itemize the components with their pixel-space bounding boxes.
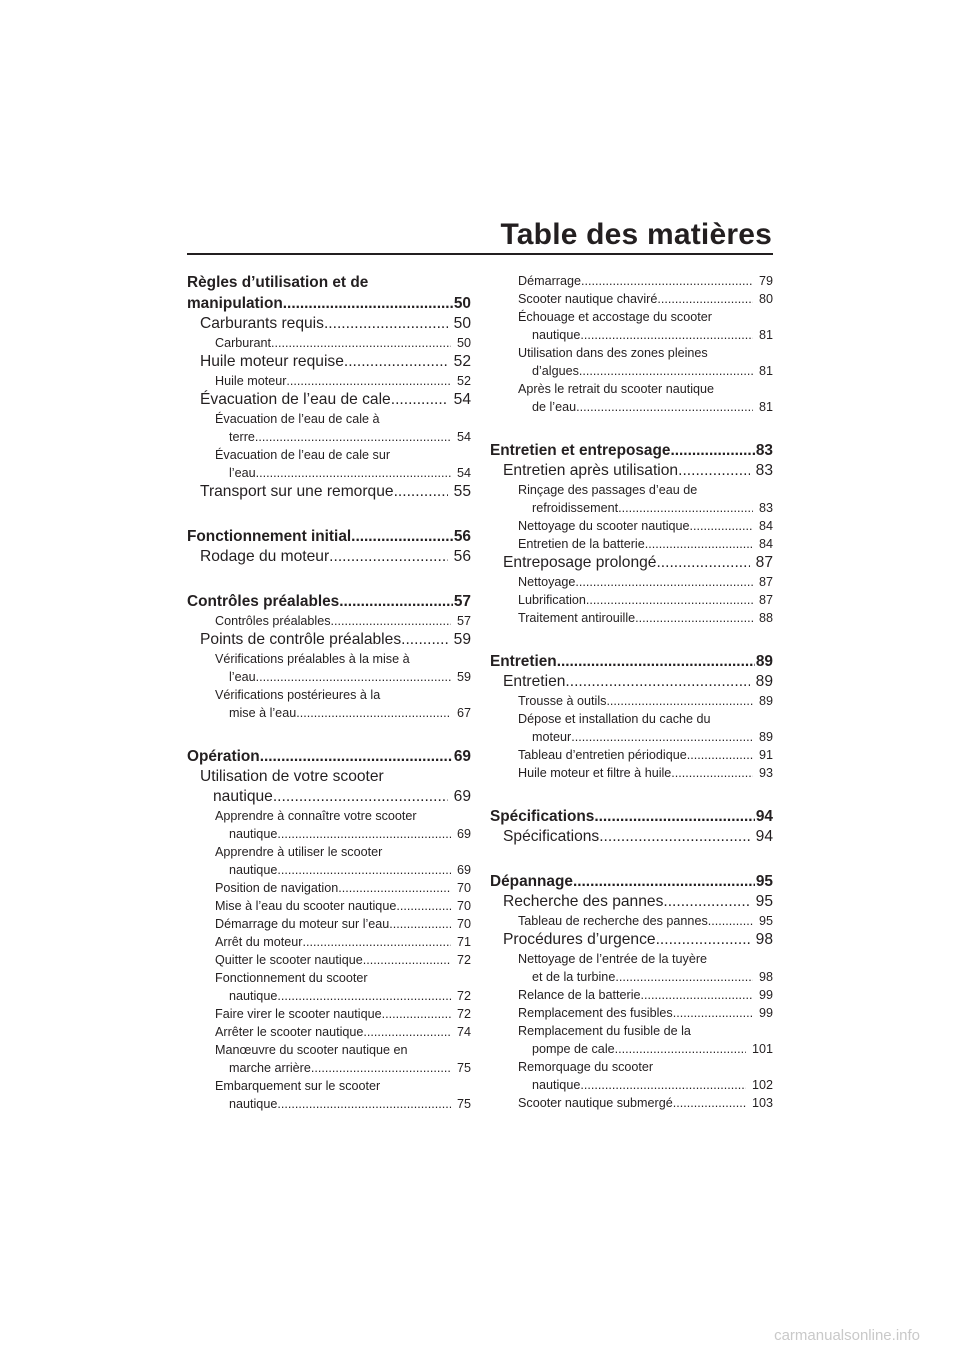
toc-subentry[interactable] [187, 612, 471, 630]
toc-title: l’eau [229, 466, 256, 480]
toc-page: 75 [456, 1061, 471, 1075]
toc-page: 101 [751, 1042, 773, 1056]
toc-page: 75 [456, 1097, 471, 1111]
toc-title: Évacuation de l’eau de cale sur [215, 448, 391, 462]
toc-subentry[interactable] [187, 1077, 471, 1113]
toc-subentry[interactable] [187, 1041, 471, 1077]
toc-page: 67 [456, 706, 471, 720]
toc-subentry[interactable] [187, 933, 471, 951]
toc-title: Recherche des pannes [503, 893, 664, 910]
toc-page: 89 [755, 653, 773, 670]
toc-subentry[interactable] [490, 573, 773, 591]
toc-page: 81 [758, 364, 773, 378]
toc-title: Évacuation de l’eau de cale [200, 391, 391, 408]
toc-section[interactable] [490, 806, 773, 827]
toc-subentry[interactable] [187, 1005, 471, 1023]
toc-title: Trousse à outils [518, 694, 607, 708]
toc-entry[interactable] [187, 352, 471, 372]
toc-subentry[interactable] [187, 879, 471, 897]
toc-entry[interactable] [187, 630, 471, 650]
toc-section[interactable] [490, 651, 773, 672]
toc-page: 87 [758, 575, 773, 589]
toc-subentry[interactable] [490, 609, 773, 627]
toc-title: Démarrage du moteur sur l’eau [215, 917, 390, 931]
toc-title: Apprendre à connaître votre scooter [215, 809, 417, 823]
toc-page: 55 [453, 483, 471, 500]
toc-title: Spécifications [503, 828, 600, 845]
toc-title: Procédures d’urgence [503, 931, 656, 948]
toc-title: Mise à l’eau du scooter nautique [215, 899, 397, 913]
toc-subentry[interactable] [490, 272, 773, 290]
toc-page: 69 [453, 788, 471, 805]
toc-page: 57 [456, 614, 471, 628]
toc-page: 70 [456, 917, 471, 931]
toc-entry[interactable] [187, 482, 471, 502]
toc-page: 72 [456, 989, 471, 1003]
toc-title: Traitement antirouille [518, 611, 636, 625]
toc-subentry[interactable] [187, 843, 471, 879]
toc-subentry[interactable] [187, 951, 471, 969]
watermark: carmanualsonline.info [774, 1327, 920, 1344]
toc-subentry[interactable] [490, 517, 773, 535]
toc-title: Huile moteur et filtre à huile [518, 766, 672, 780]
toc-title: Huile moteur requise [200, 353, 344, 370]
toc-entry[interactable] [490, 827, 773, 847]
toc-title: Dépose et installation du cache du [518, 712, 711, 726]
toc-title: Fonctionnement initial [187, 528, 352, 545]
toc-page: 89 [758, 730, 773, 744]
toc-title: nautique [532, 1078, 581, 1092]
toc-title: Remplacement du fusible de la [518, 1024, 691, 1038]
toc-subentry[interactable] [490, 746, 773, 764]
toc-title: manipulation [187, 295, 283, 312]
toc-entry[interactable] [490, 461, 773, 481]
toc-title: de l’eau [532, 400, 577, 414]
toc-subentry[interactable] [490, 380, 773, 416]
toc-title: nautique [229, 989, 278, 1003]
toc-title: Faire virer le scooter nautique [215, 1007, 382, 1021]
toc-subentry[interactable] [490, 1094, 773, 1112]
toc-page: 84 [758, 519, 773, 533]
toc-page: 93 [758, 766, 773, 780]
toc-title: pompe de cale [532, 1042, 615, 1056]
toc-page: 81 [758, 328, 773, 342]
toc-subentry[interactable] [490, 986, 773, 1004]
toc-page: 54 [456, 466, 471, 480]
toc-subentry[interactable] [187, 650, 471, 686]
toc-page: 94 [755, 828, 773, 845]
toc-page: 59 [453, 631, 471, 648]
toc-column-right [490, 272, 773, 1112]
toc-subentry[interactable] [187, 807, 471, 843]
toc-title: Entretien [503, 673, 566, 690]
toc-title: Arrêter le scooter nautique [215, 1025, 364, 1039]
toc-page: 89 [755, 673, 773, 690]
toc-page: 59 [456, 670, 471, 684]
toc-title: Entretien après utilisation [503, 462, 679, 479]
toc-page: 98 [758, 970, 773, 984]
toc-title: Manœuvre du scooter nautique en [215, 1043, 408, 1057]
toc-title: nautique [213, 788, 273, 805]
toc-subentry[interactable] [490, 481, 773, 517]
toc-title: Après le retrait du scooter nautique [518, 382, 715, 396]
toc-page: 91 [758, 748, 773, 762]
toc-subentry[interactable] [490, 535, 773, 553]
toc-entry[interactable] [187, 390, 471, 410]
toc-title: refroidissement [532, 501, 619, 515]
toc-subentry[interactable] [490, 710, 773, 746]
toc-title: Transport sur une remorque [200, 483, 394, 500]
toc-title: nautique [532, 328, 581, 342]
toc-title: Carburants requis [200, 315, 324, 332]
toc-title: l’eau [229, 670, 256, 684]
toc-page: 83 [755, 462, 773, 479]
toc-title: marche arrière [229, 1061, 311, 1075]
toc-page: 80 [758, 292, 773, 306]
toc-subentry[interactable] [490, 344, 773, 380]
toc-title: Utilisation de votre scooter [200, 768, 384, 785]
toc-subentry[interactable] [490, 1022, 773, 1058]
toc-section[interactable] [490, 871, 773, 892]
toc-page: 69 [456, 827, 471, 841]
toc-title: Huile moteur [215, 374, 287, 388]
toc-page: 83 [755, 442, 773, 459]
toc-subentry[interactable] [490, 764, 773, 782]
toc-page: 89 [758, 694, 773, 708]
toc-entry[interactable] [490, 930, 773, 950]
toc-page: 95 [755, 873, 773, 890]
toc-title: nautique [229, 1097, 278, 1111]
toc-entry[interactable] [187, 767, 471, 807]
toc-page: 103 [751, 1096, 773, 1110]
toc-title: Échouage et accostage du scooter [518, 310, 712, 324]
toc-title: Nettoyage du scooter nautique [518, 519, 690, 533]
toc-subentry[interactable] [490, 1004, 773, 1022]
toc-title: Tableau d’entretien périodique [518, 748, 687, 762]
toc-page: 56 [453, 548, 471, 565]
toc-subentry[interactable] [490, 1058, 773, 1094]
page-title: Table des matières [500, 218, 772, 251]
toc-entry[interactable] [490, 553, 773, 573]
toc-page: 69 [453, 748, 471, 765]
toc-subentry[interactable] [187, 410, 471, 446]
toc-title: Scooter nautique submergé [518, 1096, 673, 1110]
toc-title: Embarquement sur le scooter [215, 1079, 381, 1093]
toc-title: nautique [229, 827, 278, 841]
toc-title: Vérifications préalables à la mise à [215, 652, 410, 666]
toc-page: 52 [456, 374, 471, 388]
toc-page: 70 [456, 899, 471, 913]
toc-page: 50 [453, 315, 471, 332]
toc-title: Vérifications postérieures à la [215, 688, 381, 702]
toc-page: 94 [755, 808, 773, 825]
toc-title: mise à l’eau [229, 706, 297, 720]
toc-page: 81 [758, 400, 773, 414]
toc-entry[interactable] [187, 314, 471, 334]
toc-title: Quitter le scooter nautique [215, 953, 363, 967]
toc-title: Lubrification [518, 593, 586, 607]
toc-page: 87 [758, 593, 773, 607]
toc-page: 99 [758, 1006, 773, 1020]
toc-page: 99 [758, 988, 773, 1002]
toc-title: nautique [229, 863, 278, 877]
toc-page: 79 [758, 274, 773, 288]
toc-subentry[interactable] [490, 290, 773, 308]
toc-subentry[interactable] [187, 1023, 471, 1041]
toc-title: Remorquage du scooter [518, 1060, 654, 1074]
toc-page: 50 [453, 295, 471, 312]
toc-page: 54 [453, 391, 471, 408]
toc-title: Apprendre à utiliser le scooter [215, 845, 383, 859]
toc-page: 72 [456, 1007, 471, 1021]
toc-entry[interactable] [490, 672, 773, 692]
toc-section[interactable] [187, 746, 471, 767]
toc-subentry[interactable] [187, 915, 471, 933]
toc-title: Tableau de recherche des pannes [518, 914, 708, 928]
toc-subentry[interactable] [187, 897, 471, 915]
toc-subentry[interactable] [187, 969, 471, 1005]
toc-subentry[interactable] [490, 950, 773, 986]
toc-title: Nettoyage de l’entrée de la tuyère [518, 952, 708, 966]
toc-title: Dépannage [490, 873, 573, 890]
toc-title: Scooter nautique chaviré [518, 292, 658, 306]
toc-subentry[interactable] [490, 692, 773, 710]
toc-subentry[interactable] [187, 334, 471, 352]
toc-page: 84 [758, 537, 773, 551]
toc-title: d’algues [532, 364, 579, 378]
toc-page: 72 [456, 953, 471, 967]
toc-section[interactable] [187, 272, 471, 314]
toc-title: Utilisation dans des zones pleines [518, 346, 708, 360]
toc-page: 57 [453, 593, 471, 610]
toc-page: 50 [456, 336, 471, 350]
toc-title: Spécifications [490, 808, 595, 825]
toc-title: Position de navigation [215, 881, 339, 895]
toc-entry[interactable] [490, 892, 773, 912]
toc-title: Opération [187, 748, 260, 765]
toc-page: 95 [755, 893, 773, 910]
toc-section[interactable] [490, 440, 773, 461]
toc-page: 52 [453, 353, 471, 370]
toc-title: Entretien de la batterie [518, 537, 645, 551]
toc-page: 88 [758, 611, 773, 625]
toc-page: 102 [751, 1078, 773, 1092]
toc-subentry[interactable] [187, 372, 471, 390]
toc-title: Démarrage [518, 274, 581, 288]
toc-title: moteur [532, 730, 572, 744]
toc-section[interactable] [187, 526, 471, 547]
toc-title: Points de contrôle préalables [200, 631, 402, 648]
toc-title: Entreposage prolongé [503, 554, 657, 571]
toc-page: 54 [456, 430, 471, 444]
toc-subentry[interactable] [490, 308, 773, 344]
toc-page: 56 [453, 528, 471, 545]
toc-title: Règles d’utilisation et de [187, 274, 369, 291]
toc-title: Remplacement des fusibles [518, 1006, 673, 1020]
toc-title: et de la turbine [532, 970, 616, 984]
toc-subentry[interactable] [490, 591, 773, 609]
toc-title: Entretien [490, 653, 557, 670]
toc-page: 98 [755, 931, 773, 948]
toc-page: 83 [758, 501, 773, 515]
toc-title: Arrêt du moteur [215, 935, 303, 949]
toc-subentry[interactable] [490, 912, 773, 930]
toc-page: 95 [758, 914, 773, 928]
toc-title: Relance de la batterie [518, 988, 641, 1002]
toc-subentry[interactable] [187, 446, 471, 482]
toc-title: Nettoyage [518, 575, 576, 589]
toc-title: Entretien et entreposage [490, 442, 671, 459]
toc-page: 69 [456, 863, 471, 877]
toc-title: terre [229, 430, 255, 444]
title-divider [187, 253, 773, 255]
toc-title: Évacuation de l’eau de cale à [215, 412, 380, 426]
toc-entry[interactable] [187, 547, 471, 567]
toc-page: 87 [755, 554, 773, 571]
toc-title: Fonctionnement du scooter [215, 971, 368, 985]
toc-title: Rodage du moteur [200, 548, 330, 565]
toc-column-left [187, 272, 471, 1113]
toc-page: 71 [456, 935, 471, 949]
toc-page: 74 [456, 1025, 471, 1039]
toc-title: Contrôles préalables [187, 593, 340, 610]
toc-title: Contrôles préalables [215, 614, 331, 628]
toc-page: 70 [456, 881, 471, 895]
toc-title: Rinçage des passages d’eau de [518, 483, 698, 497]
toc-subentry[interactable] [187, 686, 471, 722]
toc-section[interactable] [187, 591, 471, 612]
toc-title: Carburant [215, 336, 272, 350]
